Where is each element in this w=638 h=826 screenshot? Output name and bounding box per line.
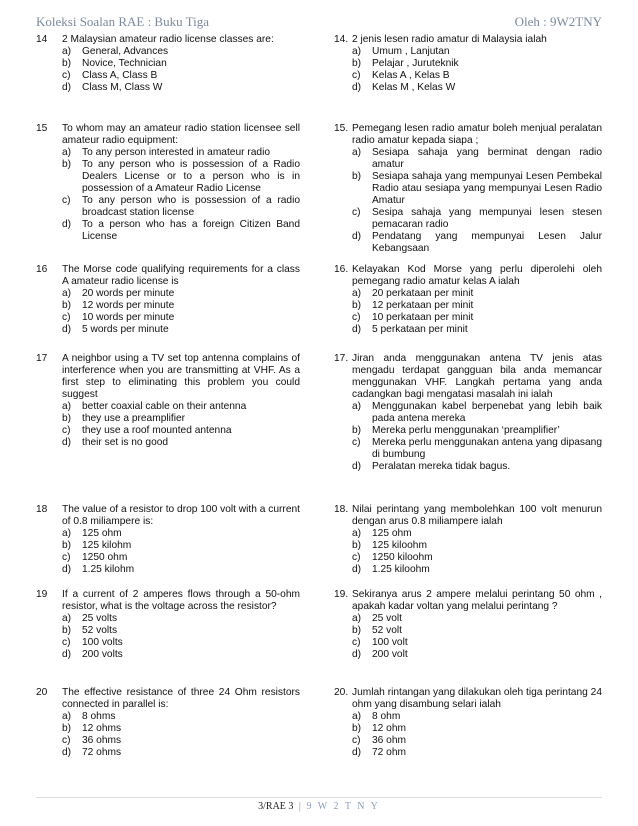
question-number: 18. (334, 504, 349, 515)
option-letter: d) (62, 437, 72, 448)
answer-option (352, 625, 602, 637)
option-letter: c) (352, 735, 361, 746)
answer-option (62, 147, 300, 159)
answer-option (62, 747, 300, 759)
option-letter: d) (62, 324, 72, 335)
answer-option (62, 540, 300, 552)
option-text: 125 ohm (372, 528, 412, 539)
answer-option (62, 46, 300, 58)
option-letter: b) (352, 300, 362, 311)
question-number: 19 (36, 589, 48, 600)
answer-option (352, 723, 602, 735)
question-number: 18 (36, 504, 48, 515)
option-letter: a) (352, 528, 362, 539)
option-letter: b) (62, 413, 72, 424)
option-letter: a) (62, 711, 72, 722)
answer-option (62, 324, 300, 336)
option-text: 100 volts (82, 637, 123, 648)
option-letter: c) (62, 195, 71, 206)
option-text: 1.25 kilohm (82, 564, 135, 575)
answer-option (62, 82, 300, 94)
answer-option (352, 231, 602, 255)
option-text: 12 ohms (82, 723, 122, 734)
option-letter: d) (352, 649, 362, 660)
option-letter: a) (352, 147, 362, 158)
option-letter: b) (352, 540, 362, 551)
answer-option (62, 312, 300, 324)
option-text: 8 ohm (372, 711, 401, 722)
option-letter: d) (352, 747, 362, 758)
question-number: 20. (334, 687, 349, 698)
option-text: 72 ohms (82, 747, 122, 758)
question-body (352, 504, 602, 576)
option-letter: d) (62, 564, 72, 575)
option-text: their set is no good (82, 437, 169, 448)
footer-page-number: 3/RAE 3 (258, 801, 294, 812)
option-text: 10 perkataan per minit (372, 312, 474, 323)
option-text: 12 perkataan per minit (372, 300, 474, 311)
option-letter: d) (352, 82, 362, 93)
option-letter: d) (352, 564, 362, 575)
option-text: Menggunakan kabel berpenebat yang lebih baik pada antena mereka (372, 401, 602, 424)
answer-option (62, 58, 300, 70)
option-text: Umum , Lanjutan (372, 46, 450, 57)
option-letter: a) (352, 401, 362, 412)
answer-option (352, 300, 602, 312)
option-text: 1250 kiloohm (372, 552, 433, 563)
question-body (352, 353, 602, 473)
answer-option (352, 46, 602, 58)
answer-option (62, 288, 300, 300)
option-letter: c) (352, 70, 361, 81)
question-number: 14. (334, 34, 349, 45)
option-letter: b) (62, 58, 72, 69)
answer-option (352, 552, 602, 564)
question-body (352, 264, 602, 336)
option-text: Kelas M , Kelas W (372, 82, 456, 93)
option-letter: c) (62, 425, 71, 436)
question-number: 15 (36, 123, 48, 134)
option-letter: b) (62, 300, 72, 311)
question-body (352, 687, 602, 759)
option-letter: d) (62, 747, 72, 758)
question-number: 17. (334, 353, 349, 364)
question-stem: Pemegang lesen radio amatur boleh menjual peralatan radio amatur kepada siapa ; (352, 123, 602, 146)
option-text: 100 volt (372, 637, 408, 648)
answer-option (62, 613, 300, 625)
option-text: 125 ohm (82, 528, 122, 539)
option-letter: b) (352, 58, 362, 69)
header-author: Oleh : 9W2TNY (514, 14, 602, 29)
question-stem: The value of a resistor to drop 100 volt with a current of 0.8 miliampere is: (62, 504, 300, 527)
question-number: 16 (36, 264, 48, 275)
option-text: To a person who has a foreign Citizen Band License (82, 219, 300, 242)
option-letter: d) (352, 324, 362, 335)
answer-option (352, 437, 602, 461)
option-text: To any person interested in amateur radio (82, 147, 271, 158)
option-letter: d) (352, 461, 362, 472)
question-body (352, 589, 602, 661)
option-text: 1250 ohm (82, 552, 128, 563)
answer-option (352, 288, 602, 300)
question-number: 14 (36, 34, 48, 45)
option-letter: c) (352, 437, 361, 448)
option-text: To any person who is possession of a Radio Dealers License or to a person who is in possession of a Amateur Radio License (82, 159, 300, 194)
option-letter: a) (352, 288, 362, 299)
option-text: Sesiapa sahaja yang berminat dengan radio amatur (372, 147, 602, 170)
question-stem: 2 jenis lesen radio amatur di Malaysia ialah (352, 34, 547, 45)
option-letter: b) (352, 425, 362, 436)
option-text: 25 volt (372, 613, 403, 624)
answer-option (352, 711, 602, 723)
option-text: To any person who is possession of a radio broadcast station license (82, 195, 300, 218)
option-text: Peralatan mereka tidak bagus. (372, 461, 511, 472)
question-number: 15. (334, 123, 349, 134)
option-text: better coaxial cable on their antenna (82, 401, 247, 412)
option-text: 200 volt (372, 649, 408, 660)
option-text: 125 kiloohm (372, 540, 427, 551)
option-text: Sesipa sahaja yang mempunyai lesen stesen pemacaran radio (372, 207, 602, 230)
option-letter: a) (352, 613, 362, 624)
answer-option (352, 425, 602, 437)
question-body (352, 34, 602, 94)
option-text: 12 ohm (372, 723, 406, 734)
answer-option (352, 540, 602, 552)
option-text: Kelas A , Kelas B (372, 70, 450, 81)
answer-option (352, 747, 602, 759)
question-number: 16. (334, 264, 349, 275)
option-text: 1.25 kiloohm (372, 564, 430, 575)
option-text: 5 words per minute (82, 324, 169, 335)
header-title: Koleksi Soalan RAE : Buku Tiga (36, 14, 209, 29)
answer-option (352, 58, 602, 70)
page-header (36, 14, 602, 34)
option-letter: b) (352, 625, 362, 636)
option-text: 72 ohm (372, 747, 406, 758)
footer-separator: | (298, 801, 301, 812)
option-text: Class A, Class B (82, 70, 158, 81)
answer-option (352, 401, 602, 425)
answer-option (62, 195, 300, 219)
option-text: they use a preamplifier (82, 413, 186, 424)
question-body (352, 123, 602, 255)
option-letter: b) (62, 159, 72, 170)
answer-option (62, 711, 300, 723)
answer-option (62, 70, 300, 82)
answer-option (352, 461, 602, 473)
answer-option (352, 637, 602, 649)
option-text: they use a roof mounted antenna (82, 425, 232, 436)
option-letter: a) (62, 147, 72, 158)
question-stem: Jiran anda menggunakan antena TV jenis atas mengadu terdapat gangguan bila anda memancar menggunakan VHF. Langkah pertama yang anda cadangkan bagi mengatasi masalah ini ialah (352, 353, 602, 400)
option-letter: b) (352, 723, 362, 734)
answer-option (62, 219, 300, 243)
answer-option (62, 723, 300, 735)
option-text: 10 words per minute (82, 312, 175, 323)
answer-option (62, 425, 300, 437)
option-text: Sesiapa sahaja yang mempunyai Lesen Pembekal Radio atau sesiapa yang mempunyai Lesen Radio Amatur (372, 171, 602, 206)
option-letter: c) (352, 207, 361, 218)
answer-option (62, 637, 300, 649)
option-letter: d) (352, 231, 362, 242)
question-stem: To whom may an amateur radio station licensee sell amateur radio equipment: (62, 123, 300, 146)
question-body (62, 589, 300, 661)
option-text: Mereka perlu menggunakan antena yang dipasang di bumbung (372, 437, 602, 460)
answer-option (352, 324, 602, 336)
option-text: 25 volts (82, 613, 118, 624)
option-text: Pelajar , Juruteknik (372, 58, 459, 69)
option-letter: c) (352, 312, 361, 323)
answer-option (352, 312, 602, 324)
footer-author: 9 W 2 T N Y (306, 801, 380, 812)
question-number: 17 (36, 353, 48, 364)
option-letter: a) (352, 46, 362, 57)
answer-option (62, 735, 300, 747)
question-stem: The Morse code qualifying requirements for a class A amateur radio license is (62, 264, 300, 287)
option-text: 36 ohm (372, 735, 406, 746)
answer-option (62, 401, 300, 413)
question-stem: Nilai perintang yang membolehkan 100 volt menurun dengan arus 0.8 miliampere ialah (352, 504, 602, 527)
option-letter: d) (62, 82, 72, 93)
option-text: Class M, Class W (82, 82, 163, 93)
option-letter: c) (62, 70, 71, 81)
question-stem: Jumlah rintangan yang dilakukan oleh tiga perintang 24 ohm yang disambung selari ialah (352, 687, 602, 710)
option-text: 36 ohms (82, 735, 122, 746)
question-number: 19. (334, 589, 349, 600)
answer-option (62, 649, 300, 661)
option-text: Novice, Technician (82, 58, 167, 69)
answer-option (352, 649, 602, 661)
answer-option (352, 70, 602, 82)
option-text: 12 words per minute (82, 300, 175, 311)
option-text: Mereka perlu menggunakan ‘preamplifier’ (372, 425, 560, 436)
question-body (62, 353, 300, 449)
answer-option (62, 413, 300, 425)
option-letter: c) (62, 552, 71, 563)
question-body (62, 34, 300, 94)
option-letter: a) (62, 288, 72, 299)
option-letter: a) (62, 401, 72, 412)
option-text: General, Advances (82, 46, 169, 57)
option-text: 20 perkataan per minit (372, 288, 474, 299)
option-text: 5 perkataan per minit (372, 324, 468, 335)
option-text: 125 kilohm (82, 540, 132, 551)
option-letter: b) (62, 723, 72, 734)
question-stem: The effective resistance of three 24 Ohm resistors connected in parallel is: (62, 687, 300, 710)
option-letter: a) (62, 613, 72, 624)
option-letter: c) (62, 637, 71, 648)
option-letter: c) (62, 312, 71, 323)
option-letter: b) (62, 540, 72, 551)
option-letter: a) (62, 46, 72, 57)
option-text: 8 ohms (82, 711, 116, 722)
option-letter: d) (62, 219, 72, 230)
answer-option (352, 82, 602, 94)
page-footer (0, 801, 638, 812)
question-body (62, 504, 300, 576)
answer-option (62, 437, 300, 449)
question-body (62, 687, 300, 759)
option-letter: c) (352, 637, 361, 648)
option-letter: c) (352, 552, 361, 563)
answer-option (352, 171, 602, 207)
question-stem: Kelayakan Kod Morse yang perlu diperolehi oleh pemegang radio amatur kelas A ialah (352, 264, 602, 287)
answer-option (62, 528, 300, 540)
answer-option (62, 552, 300, 564)
option-letter: a) (352, 711, 362, 722)
answer-option (62, 300, 300, 312)
option-text: 200 volts (82, 649, 123, 660)
answer-option (352, 207, 602, 231)
option-letter: b) (62, 625, 72, 636)
question-body (62, 123, 300, 243)
option-text: Pendatang yang mempunyai Lesen Jalur Kebangsaan (372, 231, 602, 254)
question-stem: 2 Malaysian amateur radio license classes are: (62, 34, 274, 45)
option-letter: a) (62, 528, 72, 539)
question-number: 20 (36, 687, 48, 698)
answer-option (352, 613, 602, 625)
option-text: 20 words per minute (82, 288, 175, 299)
option-text: 52 volts (82, 625, 118, 636)
answer-option (352, 735, 602, 747)
footer-divider (36, 797, 602, 798)
answer-option (352, 528, 602, 540)
option-letter: b) (352, 171, 362, 182)
answer-option (62, 159, 300, 195)
option-letter: d) (62, 649, 72, 660)
question-stem: A neighbor using a TV set top antenna complains of interference when you are transmitting at VHF. As a first step to eliminating this problem you could suggest (62, 353, 300, 400)
answer-option (62, 625, 300, 637)
question-body (62, 264, 300, 336)
option-letter: c) (62, 735, 71, 746)
question-stem: If a current of 2 amperes flows through a 50-ohm resistor, what is the voltage across the resistor? (62, 589, 300, 612)
question-stem: Sekiranya arus 2 ampere melalui perintang 50 ohm , apakah kadar voltan yang melalui perintang ? (352, 589, 602, 612)
option-text: 52 volt (372, 625, 403, 636)
answer-option (352, 147, 602, 171)
answer-option (352, 564, 602, 576)
answer-option (62, 564, 300, 576)
